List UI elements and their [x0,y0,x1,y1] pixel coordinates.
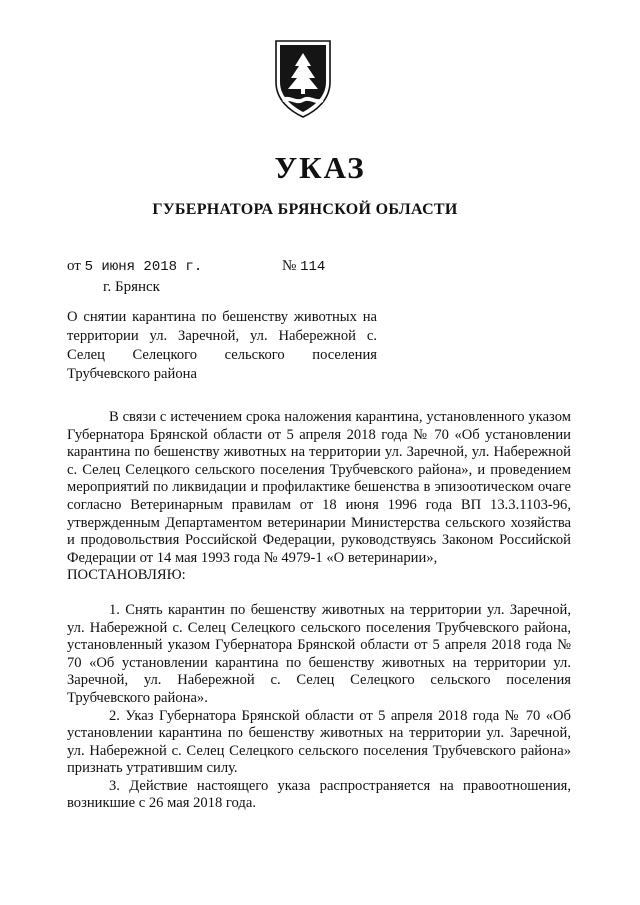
document-subtitle: ГУБЕРНАТОРА БРЯНСКОЙ ОБЛАСТИ [152,201,458,218]
decree-word: ПОСТАНОВЛЯЮ: [67,567,186,584]
document-subject: О снятии карантина по бешенству животных на территории ул. Заречной, ул. Набережной с. Селец Селецкого сельского поселения Трубчевского района [67,309,377,382]
clause-1: 1. Снять карантин по бешенству животных на территории ул. Заречной, ул. Набережной с. Селец Селецкого сельского поселения Трубчевского района, установленный указом Губернатора Брянской области от 5 апреля 2018 года № 70 «Об установлении карантина по бешенству животных на территории ул. Заречной, ул. Набережной с. Селец Селецкого сельского поселения Трубчевского района». [67,601,571,706]
coat-of-arms-icon [270,40,336,118]
preamble-paragraph: В связи с истечением срока наложения карантина, установленного указом Губернатора Брянской области от 5 апреля 2018 года № 70 «Об установлении карантина по бешенству животных на территории ул. Заречной, ул. Набережной с. Селец Селецкого сельского поселения Трубчевского района», и проведением мероприятий по ликвидации и профилактике бешенства в эпизоотическом очаге согласно Ветеринарным правилам от 18 июня 1996 года ВП 13.3.1103-96, утвержденным Департаментом ветеринарии Министерства сельского хозяйства и продовольствия Российской Федерации, руководствуясь Законом Российской Федерации от 14 мая 1993 года № 4979-1 «О ветеринарии», [67,409,571,566]
clause-3: 3. Действие настоящего указа распространяется на правоотношения, возникшие с 26 мая 2018 года. [67,777,571,812]
clause-2: 2. Указ Губернатора Брянской области от 5 апреля 2018 года № 70 «Об установлении карантина по бешенству животных на территории ул. Заречной, ул. Набережной с. Селец Селецкого сельского поселения Трубчевского района» признать утратившим силу. [67,707,571,777]
date-value: 5 июня 2018 г. [84,259,203,275]
number-line [282,258,325,275]
number-value: 114 [300,259,326,275]
document-body [67,409,571,813]
document-title: УКАЗ [274,150,366,185]
date-prefix: от [67,258,81,274]
date-line [67,258,202,275]
city: г. Брянск [103,279,160,295]
number-prefix: № [282,258,297,274]
